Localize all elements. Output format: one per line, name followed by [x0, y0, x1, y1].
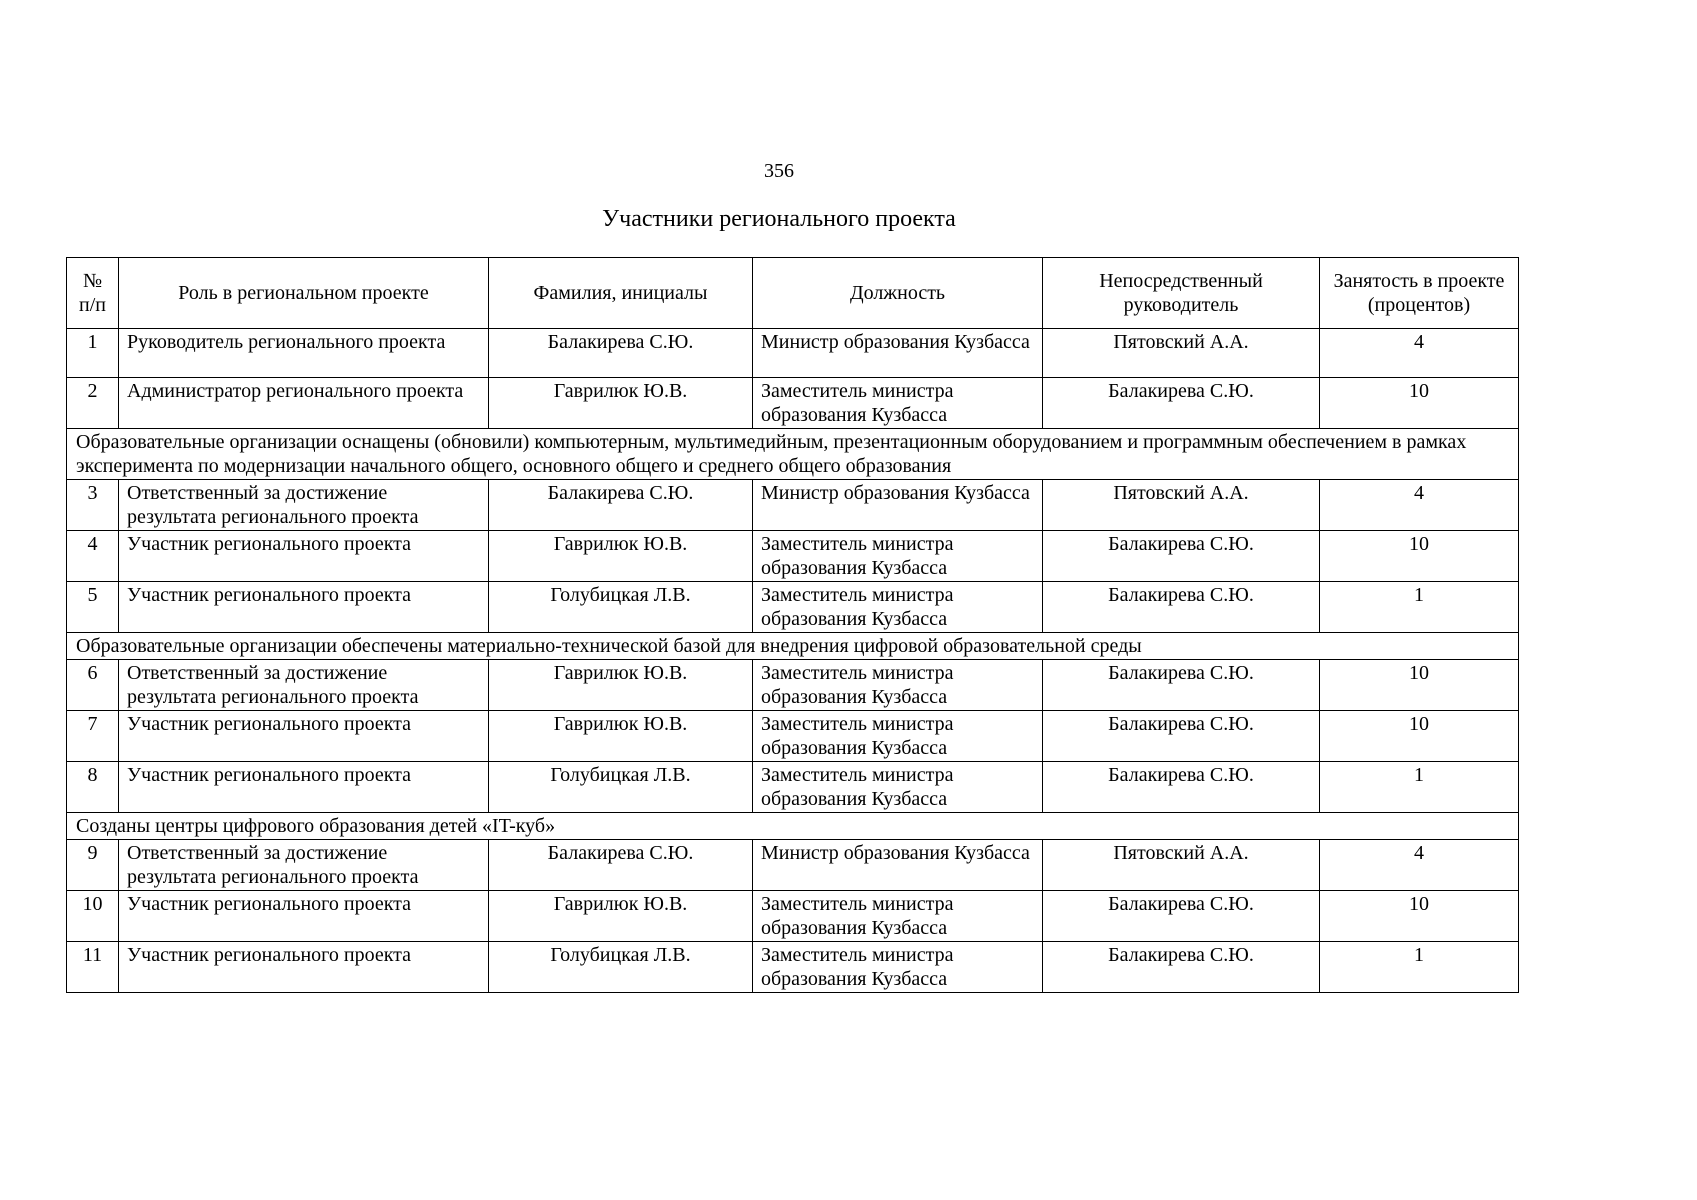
cell-name: Балакирева С.Ю. [489, 480, 753, 531]
column-header-employment: Занятость в проекте (процентов) [1320, 258, 1519, 329]
cell-position: Заместитель министра образования Кузбасса [753, 942, 1043, 993]
cell-name: Голубицкая Л.В. [489, 582, 753, 633]
cell-position: Заместитель министра образования Кузбасса [753, 891, 1043, 942]
cell-num: 2 [67, 378, 119, 429]
table-row [67, 582, 1519, 633]
cell-name: Гаврилюк Ю.В. [489, 711, 753, 762]
page-number: 356 [764, 160, 794, 182]
cell-role: Ответственный за достижение результата регионального проекта [119, 660, 489, 711]
cell-position: Министр образования Кузбасса [753, 329, 1043, 378]
header-row [67, 258, 1519, 329]
table-header [67, 258, 1519, 329]
cell-role: Администратор регионального проекта [119, 378, 489, 429]
section-row [67, 429, 1519, 480]
section-title: Созданы центры цифрового образования детей «IT-куб» [67, 813, 1519, 840]
cell-role: Участник регионального проекта [119, 942, 489, 993]
cell-name: Гаврилюк Ю.В. [489, 378, 753, 429]
cell-supervisor: Балакирева С.Ю. [1043, 531, 1320, 582]
cell-employment: 10 [1320, 531, 1519, 582]
cell-employment: 4 [1320, 480, 1519, 531]
cell-supervisor: Пятовский А.А. [1043, 329, 1320, 378]
cell-num: 4 [67, 531, 119, 582]
cell-employment: 10 [1320, 660, 1519, 711]
cell-employment: 10 [1320, 711, 1519, 762]
cell-role: Участник регионального проекта [119, 582, 489, 633]
column-header-role: Роль в региональном проекте [119, 258, 489, 329]
document-title: Участники регионального проекта [602, 206, 956, 232]
cell-role: Руководитель регионального проекта [119, 329, 489, 378]
column-header-supervisor: Непосредственный руководитель [1043, 258, 1320, 329]
cell-position: Министр образования Кузбасса [753, 840, 1043, 891]
cell-supervisor: Балакирева С.Ю. [1043, 660, 1320, 711]
cell-name: Голубицкая Л.В. [489, 942, 753, 993]
table-row [67, 480, 1519, 531]
cell-supervisor: Балакирева С.Ю. [1043, 378, 1320, 429]
cell-name: Голубицкая Л.В. [489, 762, 753, 813]
cell-employment: 4 [1320, 840, 1519, 891]
section-title: Образовательные организации обеспечены материально-технической базой для внедрения цифровой образовательной среды [67, 633, 1519, 660]
column-header-name: Фамилия, инициалы [489, 258, 753, 329]
table-row [67, 378, 1519, 429]
cell-num: 6 [67, 660, 119, 711]
cell-num: 10 [67, 891, 119, 942]
cell-position: Министр образования Кузбасса [753, 480, 1043, 531]
section-row [67, 633, 1519, 660]
cell-num: 3 [67, 480, 119, 531]
cell-role: Участник регионального проекта [119, 531, 489, 582]
cell-name: Балакирева С.Ю. [489, 329, 753, 378]
column-header-num: № п/п [67, 258, 119, 329]
cell-position: Заместитель министра образования Кузбасса [753, 531, 1043, 582]
table-row [67, 762, 1519, 813]
section-title: Образовательные организации оснащены (обновили) компьютерным, мультимедийным, презентационным оборудованием и программным обеспечением в рамках эксперимента по модернизации начального общего, основного общего и среднего общего образования [67, 429, 1519, 480]
table-row [67, 891, 1519, 942]
cell-num: 1 [67, 329, 119, 378]
cell-role: Ответственный за достижение результата регионального проекта [119, 480, 489, 531]
cell-position: Заместитель министра образования Кузбасса [753, 660, 1043, 711]
cell-supervisor: Пятовский А.А. [1043, 840, 1320, 891]
cell-employment: 1 [1320, 582, 1519, 633]
cell-position: Заместитель министра образования Кузбасса [753, 582, 1043, 633]
cell-position: Заместитель министра образования Кузбасса [753, 711, 1043, 762]
cell-position: Заместитель министра образования Кузбасса [753, 762, 1043, 813]
cell-num: 11 [67, 942, 119, 993]
section-row [67, 813, 1519, 840]
table-row [67, 660, 1519, 711]
cell-num: 8 [67, 762, 119, 813]
cell-supervisor: Балакирева С.Ю. [1043, 582, 1320, 633]
cell-role: Участник регионального проекта [119, 762, 489, 813]
cell-num: 9 [67, 840, 119, 891]
table-body [67, 329, 1519, 993]
cell-role: Ответственный за достижение результата регионального проекта [119, 840, 489, 891]
column-header-position: Должность [753, 258, 1043, 329]
cell-supervisor: Балакирева С.Ю. [1043, 891, 1320, 942]
table-row [67, 711, 1519, 762]
cell-employment: 1 [1320, 762, 1519, 813]
table-row [67, 531, 1519, 582]
participants-table [66, 257, 1519, 993]
table-row [67, 840, 1519, 891]
cell-name: Гаврилюк Ю.В. [489, 531, 753, 582]
cell-employment: 10 [1320, 378, 1519, 429]
cell-role: Участник регионального проекта [119, 711, 489, 762]
cell-employment: 10 [1320, 891, 1519, 942]
cell-name: Балакирева С.Ю. [489, 840, 753, 891]
cell-name: Гаврилюк Ю.В. [489, 891, 753, 942]
cell-num: 7 [67, 711, 119, 762]
cell-supervisor: Балакирева С.Ю. [1043, 711, 1320, 762]
table-row [67, 329, 1519, 378]
cell-employment: 1 [1320, 942, 1519, 993]
table-row [67, 942, 1519, 993]
cell-name: Гаврилюк Ю.В. [489, 660, 753, 711]
cell-supervisor: Пятовский А.А. [1043, 480, 1320, 531]
cell-supervisor: Балакирева С.Ю. [1043, 942, 1320, 993]
cell-position: Заместитель министра образования Кузбасса [753, 378, 1043, 429]
cell-supervisor: Балакирева С.Ю. [1043, 762, 1320, 813]
cell-employment: 4 [1320, 329, 1519, 378]
cell-num: 5 [67, 582, 119, 633]
cell-role: Участник регионального проекта [119, 891, 489, 942]
